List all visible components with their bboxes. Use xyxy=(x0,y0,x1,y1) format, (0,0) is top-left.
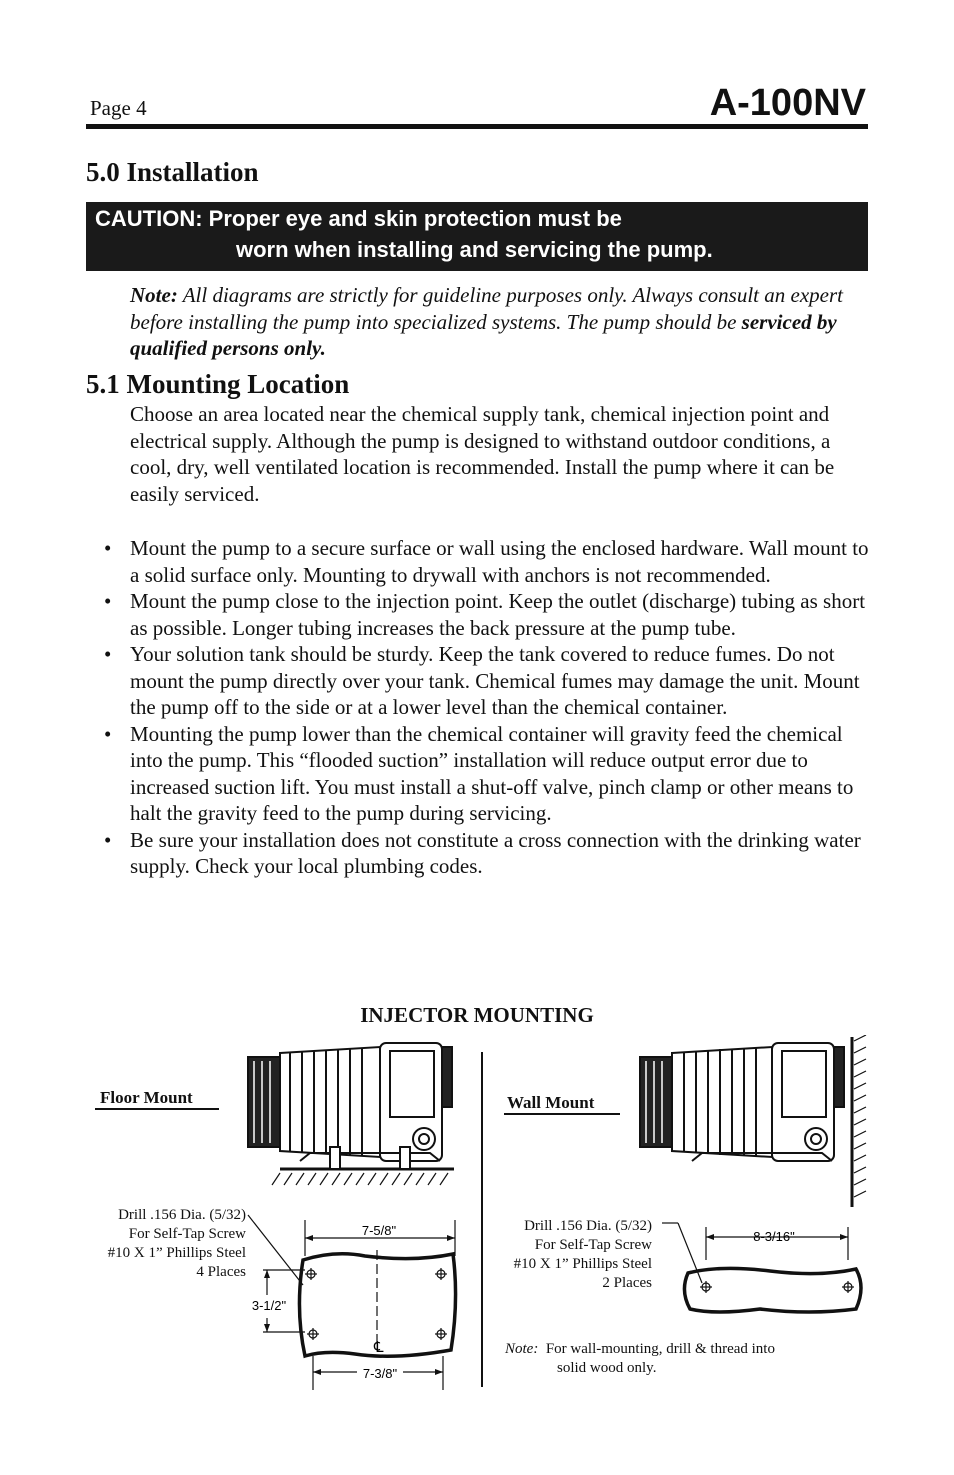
centerline-symbol: ℄ xyxy=(374,1338,384,1356)
floor-drill-note xyxy=(80,1206,246,1282)
list-item xyxy=(100,588,880,641)
drill-line: Drill .156 Dia. (5/32) xyxy=(524,1218,652,1234)
wall-mount-underline xyxy=(504,1113,620,1115)
dim-floor-bottom: 7-3/8" xyxy=(362,1366,398,1381)
caution-banner xyxy=(86,202,868,271)
page-number: Page 4 xyxy=(90,96,147,120)
bullet-text: Your solution tank should be sturdy. Keep the tank covered to reduce fumes. Do not mount the pump directly over your tank. Chemical fumes may damage the unit. Mount the pump off to the side or at a lower level than the chemical container. xyxy=(130,642,860,719)
list-item xyxy=(100,535,880,588)
bullet-glyph: • xyxy=(104,589,112,613)
floor-drill-template xyxy=(245,1210,470,1390)
figure-title: INJECTOR MOUNTING xyxy=(360,1003,594,1027)
wall-drill-note xyxy=(480,1217,652,1293)
wall-note-line-2: solid wood only. xyxy=(557,1360,657,1376)
note-text: All diagrams are strictly for guideline purposes only. Always consult an expert before installing the pump into specialized systems. The pump should be xyxy=(130,283,843,334)
note-emphasis: serviced by qualified persons only. xyxy=(130,309,837,360)
wall-note-line-1: For wall-mounting, drill & thread into xyxy=(545,1341,775,1357)
drill-line: #10 X 1” Phillips Steel xyxy=(513,1256,652,1272)
drill-line: For Self-Tap Screw xyxy=(128,1226,246,1242)
drill-line: For Self-Tap Screw xyxy=(534,1237,652,1253)
bullet-text: Mount the pump close to the injection point. Keep the outlet (discharge) tubing as short as possible. Longer tubing increases the back pressure at the pump tube. xyxy=(130,589,866,640)
drill-line: 2 Places xyxy=(602,1275,652,1291)
drill-line: #10 X 1” Phillips Steel xyxy=(107,1245,246,1261)
bullet-text: Mounting the pump lower than the chemical container will gravity feed the chemical into the pump. This “flooded suction” installation will reduce output error due to increased suction lift. You must install a shut-off valve, pinch clamp or other means to halt the gravity feed to the pump during servicing. xyxy=(130,721,854,825)
bullet-glyph: • xyxy=(104,642,112,666)
bullet-glyph: • xyxy=(104,721,112,746)
bullet-text: Be sure your installation does not constitute a cross connection with the drinking water supply. Check your local plumbing codes. xyxy=(130,827,861,878)
header-rule xyxy=(86,124,868,129)
list-item xyxy=(100,641,880,721)
floor-mount-label: Floor Mount xyxy=(100,1088,193,1107)
wall-drill-template xyxy=(660,1215,870,1325)
wall-mount-label: Wall Mount xyxy=(507,1093,595,1112)
section-heading-mounting: 5.1 Mounting Location xyxy=(86,369,350,399)
mounting-bullet-list xyxy=(100,535,880,880)
mounting-intro: Choose an area located near the chemical supply tank, chemical injection point and electrical supply. Although the pump is designed to withstand outdoor conditions, a cool, dry, well ventilated location is recommended. Install the pump where it can be easily serviced. xyxy=(130,402,835,506)
floor-pump-illustration xyxy=(240,1035,470,1195)
bullet-glyph: • xyxy=(104,827,112,852)
section-heading-installation: 5.0 Installation xyxy=(86,157,259,187)
bullet-glyph: • xyxy=(104,536,112,560)
dim-floor-side: 3-1/2" xyxy=(251,1298,287,1313)
installation-note xyxy=(130,282,870,362)
bullet-text: Mount the pump to a secure surface or wall using the enclosed hardware. Wall mount to a solid surface only. Mounting to drywall with anchors is not recommended. xyxy=(130,536,869,587)
list-item xyxy=(100,721,880,827)
dim-wall-top: 8-3/16" xyxy=(753,1229,795,1244)
model-title: A-100NV xyxy=(709,82,866,124)
note-label: Note: xyxy=(130,283,178,307)
drill-line: 4 Places xyxy=(196,1264,246,1280)
drill-line: Drill .156 Dia. (5/32) xyxy=(118,1207,246,1223)
floor-mount-underline xyxy=(95,1108,219,1110)
dim-floor-top: 7-5/8" xyxy=(361,1223,397,1238)
wall-mount-note xyxy=(505,1340,865,1378)
caution-line-1: CAUTION: Proper eye and skin protection must be xyxy=(95,206,622,231)
wall-pump-illustration xyxy=(630,1035,870,1210)
wall-note-label: Note: xyxy=(505,1341,539,1357)
caution-line-2: worn when installing and servicing the pump. xyxy=(236,237,713,262)
list-item xyxy=(100,827,880,880)
